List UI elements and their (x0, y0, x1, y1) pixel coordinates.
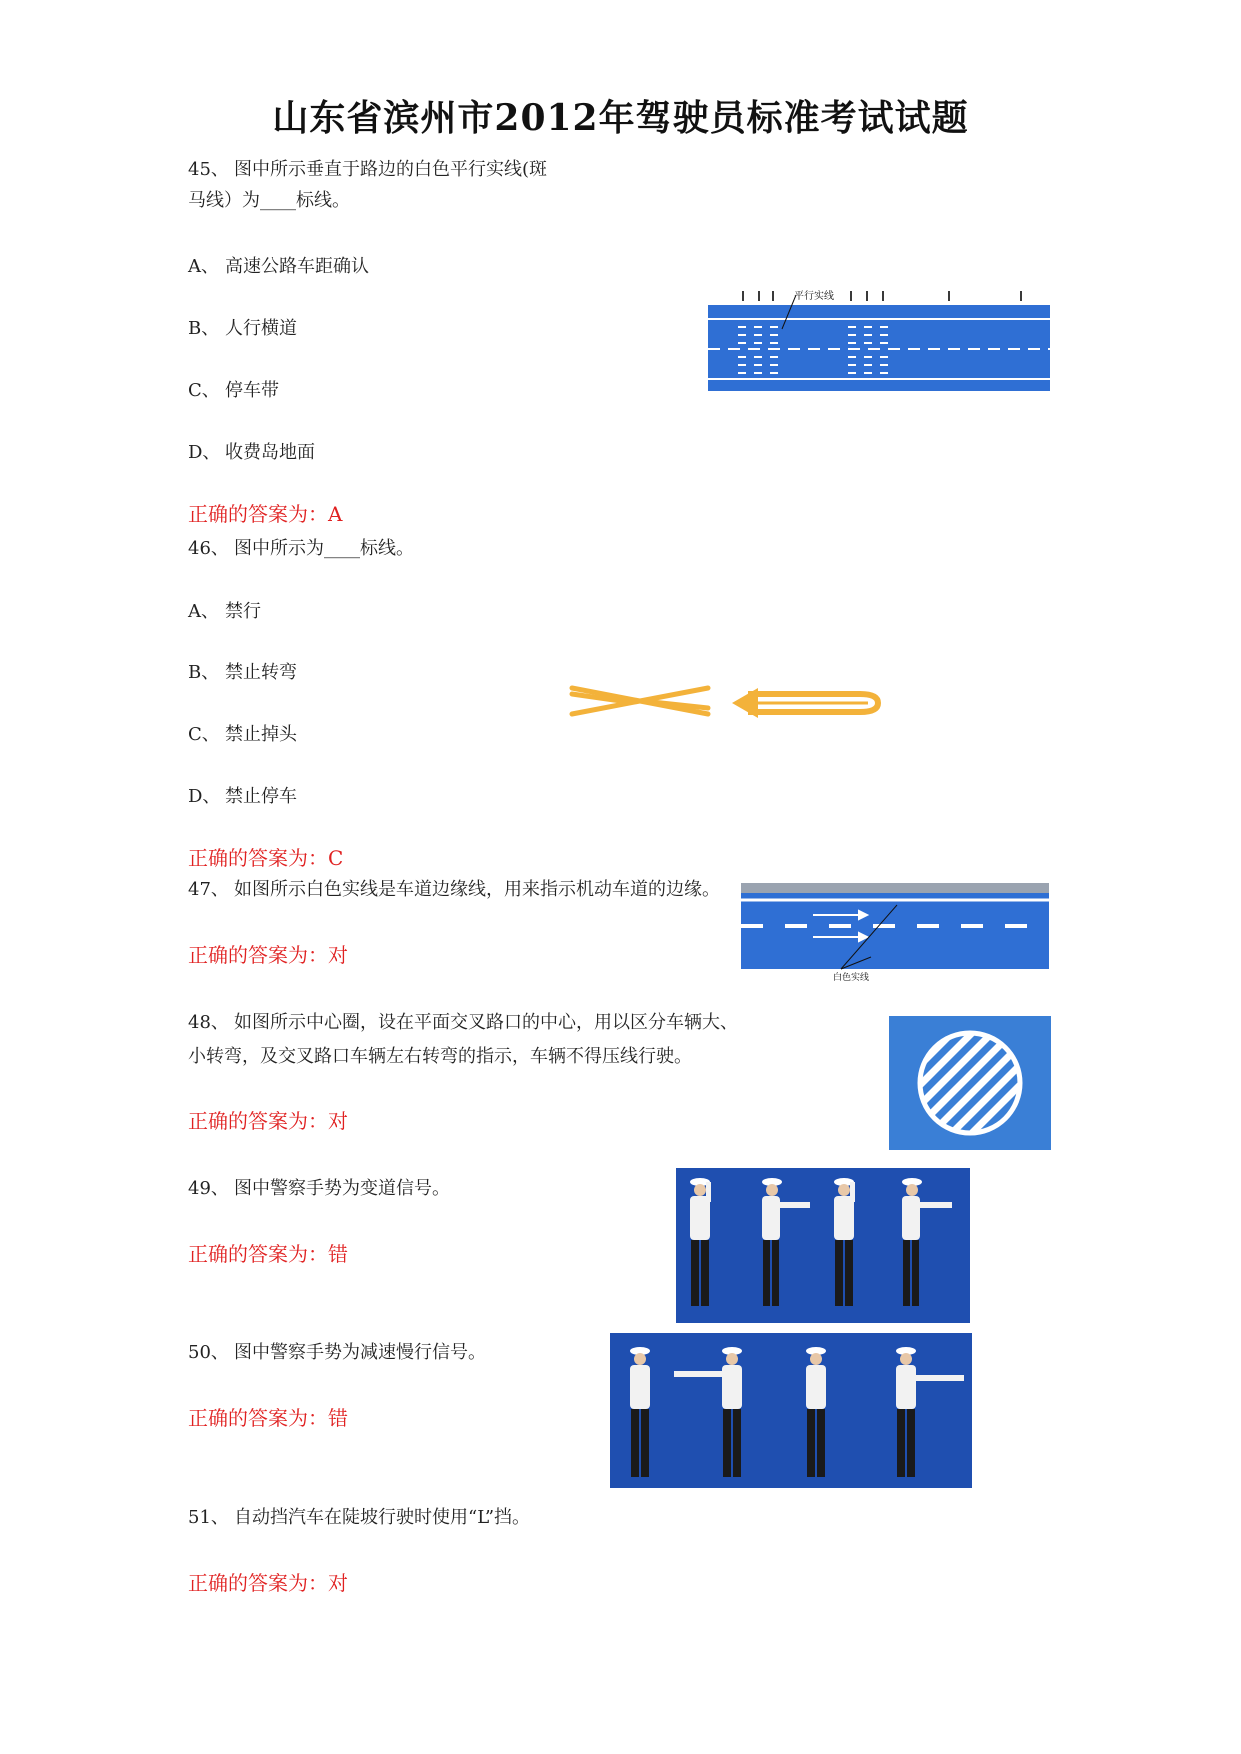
q46-option-d: 禁止停车 (225, 786, 297, 807)
center-circle-marking (889, 1016, 1051, 1150)
question-50-number: 50、 (188, 1342, 229, 1363)
q51-answer: 正确的答案为：对 (188, 1571, 348, 1595)
q45-option-b: 人行横道 (225, 318, 297, 339)
q49-answer: 正确的答案为：错 (188, 1242, 348, 1266)
q47-road-figure (741, 883, 1049, 983)
q48-answer: 正确的答案为：对 (188, 1109, 348, 1133)
q50-police-gesture-figure (610, 1333, 972, 1488)
q46-answer: 正确的答案为：C (188, 846, 344, 870)
question-49-number: 49、 (188, 1178, 229, 1199)
q46-option-b: 禁止转弯 (225, 662, 297, 683)
q50-answer: 正确的答案为：错 (188, 1406, 348, 1430)
edge-line-illustration (741, 883, 1049, 983)
q47-answer: 正确的答案为：对 (188, 943, 348, 967)
q45-option-c-letter: C、 (188, 380, 220, 401)
q48-center-circle-figure (889, 1016, 1051, 1150)
q45-road-figure (708, 285, 1050, 393)
q45-option-d: 收费岛地面 (225, 442, 315, 463)
q45-option-d-letter: D、 (188, 442, 221, 463)
question-49-text: 图中警察手势为变道信号。 (234, 1178, 450, 1199)
q45-option-a: 高速公路车距确认 (225, 256, 369, 277)
q45-option-a-letter: A、 (188, 256, 219, 277)
q46-option-a-letter: A、 (188, 601, 219, 622)
question-48-text-line1: 如图所示中心圈，设在平面交叉路口的中心，用以区分车辆大、 (234, 1012, 738, 1033)
q46-option-c: 禁止掉头 (225, 724, 297, 745)
q45-option-b-letter: B、 (188, 318, 220, 339)
question-45-number: 45、 (188, 159, 229, 180)
q49-police-gesture-figure (676, 1168, 970, 1323)
question-46-text: 图中所示为____标线。 (234, 538, 414, 559)
police-gesture-illustration (676, 1168, 970, 1323)
question-48-text-line2: 小转弯，及交叉路口车辆左右转弯的指示，车辆不得压线行驶。 (188, 1046, 692, 1067)
q46-option-a: 禁行 (225, 601, 261, 622)
question-51-text: 自动挡汽车在陡坡行驶时使用“L”挡。 (234, 1507, 531, 1528)
q45-figure-label: 平行实线 (794, 291, 834, 302)
police-gesture-illustration (610, 1333, 972, 1488)
question-48-number: 48、 (188, 1012, 229, 1033)
q46-option-c-letter: C、 (188, 724, 220, 745)
question-45-text-line1: 图中所示垂直于路边的白色平行实线(斑 (234, 159, 548, 180)
road-marking-illustration (708, 285, 1050, 393)
question-47-text: 如图所示白色实线是车道边缘线，用来指示机动车道的边缘。 (234, 879, 720, 900)
q46-option-d-letter: D、 (188, 786, 221, 807)
question-45-text-line2: 马线）为____标线。 (188, 190, 350, 211)
q47-figure-label: 白色实线 (833, 973, 870, 983)
q45-answer: 正确的答案为：A (188, 502, 343, 526)
no-u-turn-marking (568, 680, 888, 726)
question-51-number: 51、 (188, 1507, 229, 1528)
q45-option-c: 停车带 (225, 380, 279, 401)
question-50-text: 图中警察手势为减速慢行信号。 (234, 1342, 486, 1363)
page-title: 山东省滨州市2012年驾驶员标准考试试题 (272, 97, 969, 139)
q46-option-b-letter: B、 (188, 662, 220, 683)
question-46-number: 46、 (188, 538, 229, 559)
question-47-number: 47、 (188, 879, 229, 900)
q46-marking-figure (568, 680, 888, 726)
